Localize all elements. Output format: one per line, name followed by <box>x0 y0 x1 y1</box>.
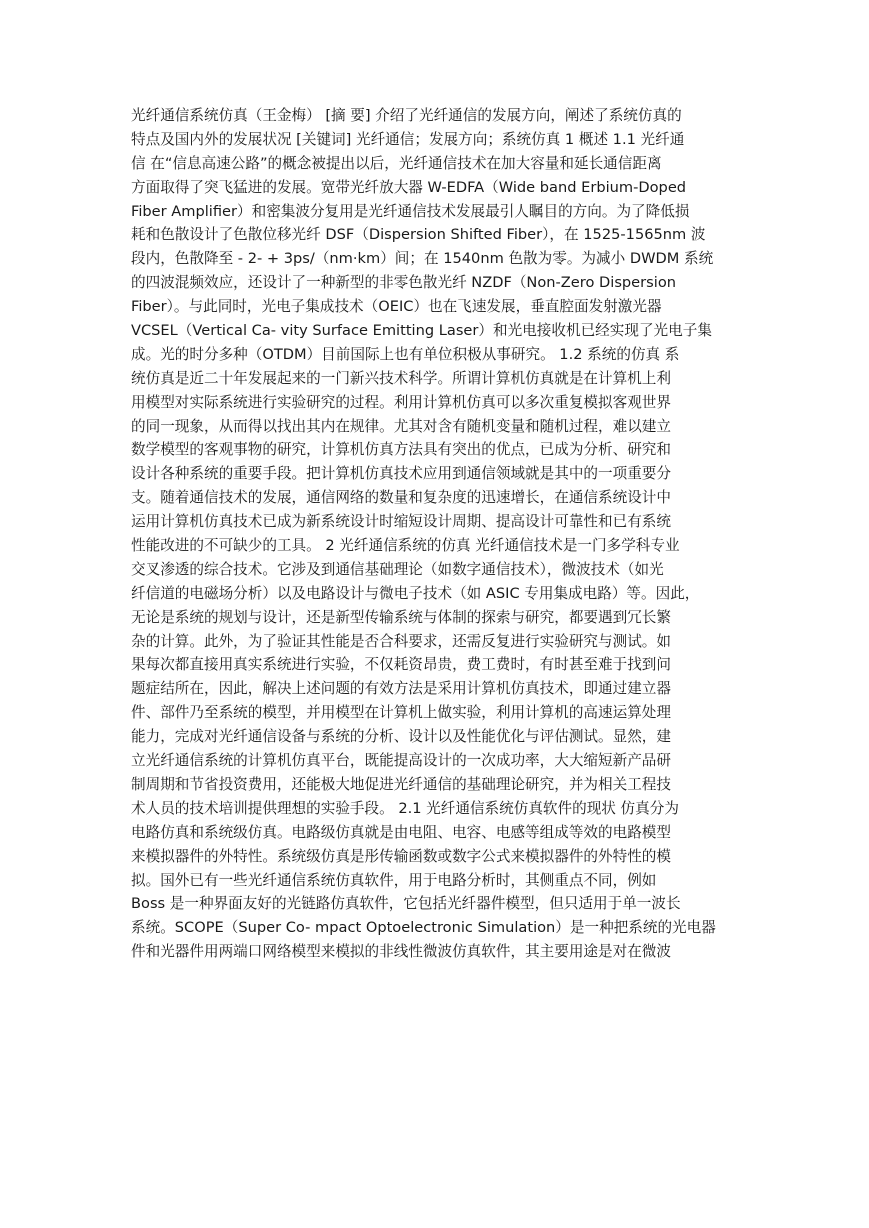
text-line: 性能改进的不可缺少的工具。 2 光纤通信系统的仿真 光纤通信技术是一门多学科专业 <box>131 537 680 555</box>
text-line: 的四波混频效应，还设计了一种新型的非零色散光纤 NZDF（Non-Zero Dispersion <box>131 274 676 292</box>
text-line: 统仿真是近二十年发展起来的一门新兴技术科学。所谓计算机仿真就是在计算机上利 <box>131 369 671 387</box>
text-line: 支。随着通信技术的发展，通信网络的数量和复杂度的迅速增长，在通信系统设计中 <box>131 489 671 507</box>
text-line: 能力，完成对光纤通信设备与系统的分析、设计以及性能优化与评估测试。显然，建 <box>131 728 671 746</box>
text-line: 耗和色散设计了色散位移光纤 DSF（Dispersion Shifted Fiber），在 1525-1565nm 波 <box>131 226 706 244</box>
text-line: 特点及国内外的发展状况 [关键词] 光纤通信；发展方向；系统仿真 1 概述 1.1 光纤通 <box>131 130 685 148</box>
body-text <box>131 104 751 964</box>
text-line: 来模拟器件的外特性。系统级仿真是彤传输函数或数字公式来模拟器件的外特性的模 <box>131 847 671 865</box>
text-line: 信 在“信息高速公路”的概念被提出以后，光纤通信技术在加大容量和延长通信距离 <box>131 154 662 172</box>
text-line: 电路仿真和系统级仿真。电路级仿真就是由电阻、电容、电感等组成等效的电路模型 <box>131 823 671 841</box>
text-line: 设计各种系统的重要手段。把计算机仿真技术应用到通信领域就是其中的一项重要分 <box>131 465 671 483</box>
text-line: 方面取得了突飞猛进的发展。宽带光纤放大器 W-EDFA（Wide band Erbium-Doped <box>131 178 687 196</box>
text-line: Fiber Amplifier）和密集波分复用是光纤通信技术发展最引人瞩目的方向。为了降低损 <box>131 202 690 220</box>
text-line: 交叉渗透的综合技术。它涉及到通信基础理论（如数字通信技术），微波技术（如光 <box>131 560 664 578</box>
text-line: 件和光器件用两端口网络模型来模拟的非线性微波仿真软件，其主要用途是对在微波 <box>131 943 671 961</box>
text-line: 数学模型的客观事物的研究，计算机仿真方法具有突出的优点，已成为分析、研究和 <box>131 441 671 459</box>
text-line: 段内，色散降至 - 2- + 3ps/（nm·km）间；在 1540nm 色散为零。为减小 DWDM 系统 <box>131 250 714 268</box>
text-line: 系统。SCOPE（Super Co- mpact Optoelectronic Simulation）是一种把系统的光电器 <box>131 919 716 937</box>
text-line: 无论是系统的规划与设计，还是新型传输系统与体制的探索与研究，都要遇到冗长繁 <box>131 608 671 626</box>
text-line: 件、部件乃至系统的模型，并用模型在计算机上做实验，利用计算机的高速运算处理 <box>131 704 671 722</box>
text-line: 拟。国外已有一些光纤通信系统仿真软件，用于电路分析时，其侧重点不同，例如 <box>131 871 657 889</box>
text-line: 杂的计算。此外，为了验证其性能是否合科要求，还需反复进行实验研究与测试。如 <box>131 632 671 650</box>
text-line: 成。光的时分多种（OTDM）目前国际上也有单位积极从事研究。 1.2 系统的仿真 系 <box>131 345 680 363</box>
text-line: Boss 是一种界面友好的光链路仿真软件，它包括光纤器件模型，但只适用于单一波长 <box>131 895 681 913</box>
text-line: 果每次都直接用真实系统进行实验，不仅耗资昂贵，费工费时，有时甚至难于找到问 <box>131 656 671 674</box>
text-line: 运用计算机仿真技术已成为新系统设计时缩短设计周期、提高设计可靠性和已有系统 <box>131 513 671 531</box>
text-line: 制周期和节省投资费用，还能极大地促进光纤通信的基础理论研究，并为相关工程技 <box>131 775 671 793</box>
text-line: 纤信道的电磁场分析）以及电路设计与微电子技术（如 ASIC 专用集成电路）等。因此， <box>131 584 700 602</box>
text-line: Fiber）。与此同时，光电子集成技术（OEIC）也在飞速发展，垂直腔面发射激光器 <box>131 298 662 316</box>
text-line: 的同一现象，从而得以找出其内在规律。尤其对含有随机变量和随机过程，难以建立 <box>131 417 671 435</box>
text-line: 术人员的技术培训提供理想的实验手段。 2.1 光纤通信系统仿真软件的现状 仿真分为 <box>131 799 679 817</box>
text-line: 立光纤通信系统的计算机仿真平台，既能提高设计的一次成功率，大大缩短新产品研 <box>131 752 671 770</box>
text-line: 题症结所在，因此，解决上述问题的有效方法是采用计算机仿真技术，即通过建立器 <box>131 680 671 698</box>
text-line: VCSEL（Vertical Ca- vity Surface Emitting Laser）和光电接收机已经实现了光电子集 <box>131 322 712 340</box>
text-line: 用模型对实际系统进行实验研究的过程。利用计算机仿真可以多次重复模拟客观世界 <box>131 393 671 411</box>
text-line: 光纤通信系统仿真（王金梅） [摘 要] 介绍了光纤通信的发展方向，阐述了系统仿真的 <box>131 107 682 124</box>
